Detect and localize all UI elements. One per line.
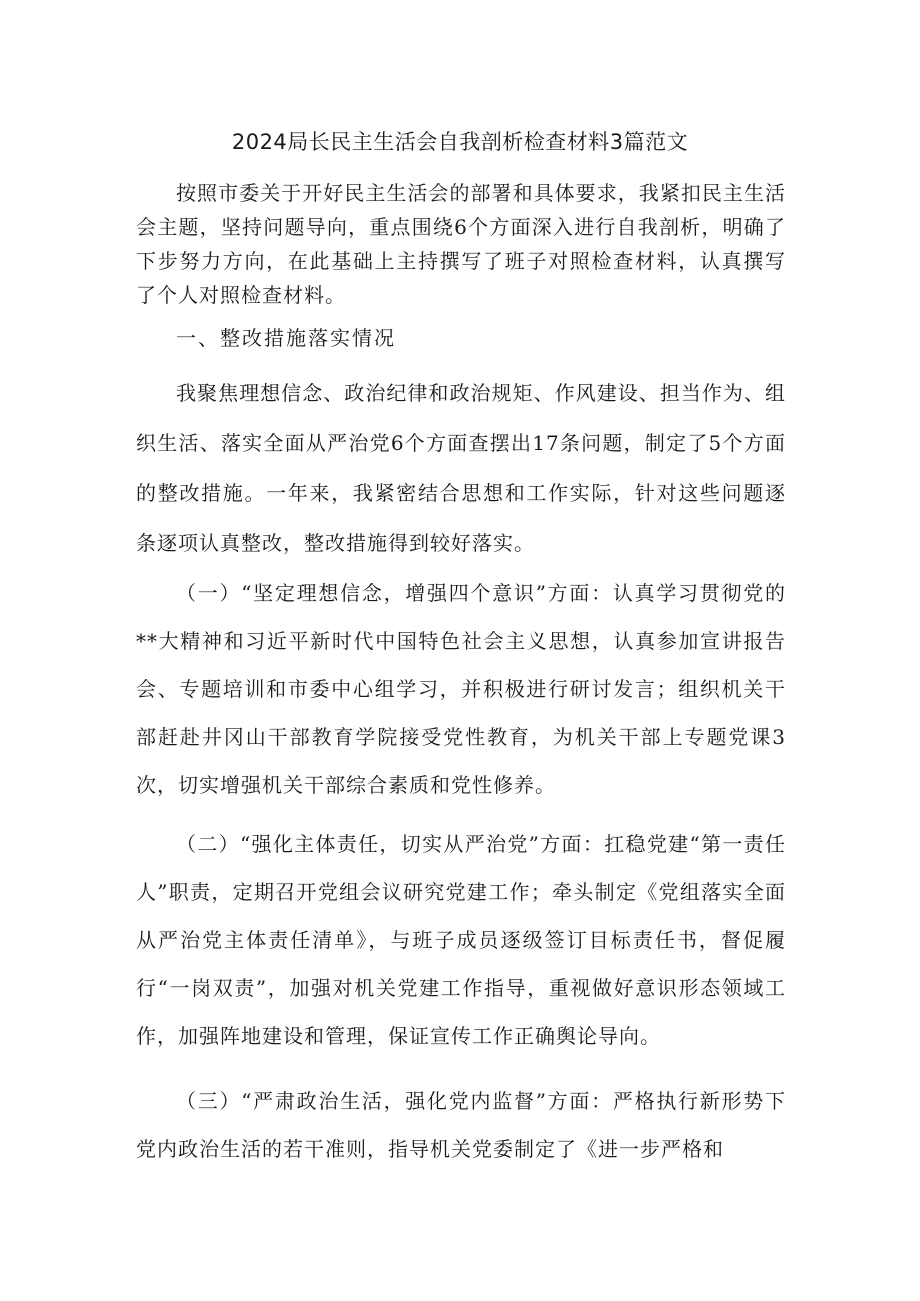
body-paragraph: 我聚焦理想信念、政治纪律和政治规矩、作风建设、担当作为、组织生活、落实全面从严治党6个方面查摆出17条问题，制定了5个方面的整改措施。一年来，我紧密结合思想和工作实际，针对这些问题逐条逐项认真整改，整改措施得到较好落实。 xyxy=(136,381,786,555)
body-paragraph: （二）“强化主体责任，切实从严治党”方面：扛稳党建“第一责任人”职责，定期召开党组会议研究党建工作；牵头制定《党组落实全面从严治党主体责任清单》，与班子成员逐级签订目标责任书，督促履行“一岗双责”，加强对机关党建工作指导，重视做好意识形态领域工作，加强阵地建设和管理，保证宣传工作正确舆论导向。 xyxy=(136,832,786,1048)
section-heading: 一、整改措施落实情况 xyxy=(176,326,396,350)
document-title: 2024局长民主生活会自我剖析检查材料3篇范文 xyxy=(231,130,689,154)
body-paragraph: （一）“坚定理想信念，增强四个意识”方面：认真学习贯彻党的**大精神和习近平新时代中国特色社会主义思想，认真参加宣讲报告会、专题培训和市委中心组学习，并积极进行研讨发言；组织机关干部赶赴井冈山干部教育学院接受党性教育，为机关干部上专题党课3次，切实增强机关干部综合素质和党性修养。 xyxy=(136,581,786,797)
intro-paragraph: 按照市委关于开好民主生活会的部署和具体要求，我紧扣民主生活会主题，坚持问题导向，重点围绕6个方面深入进行自我剖析，明确了下步努力方向，在此基础上主持撰写了班子对照检查材料，认真撰写了个人对照检查材料。 xyxy=(136,181,786,307)
body-paragraph: （三）“严肃政治生活，强化党内监督”方面：严格执行新形势下党内政治生活的若干准则，指导机关党委制定了《进一步严格和 xyxy=(136,1089,786,1161)
